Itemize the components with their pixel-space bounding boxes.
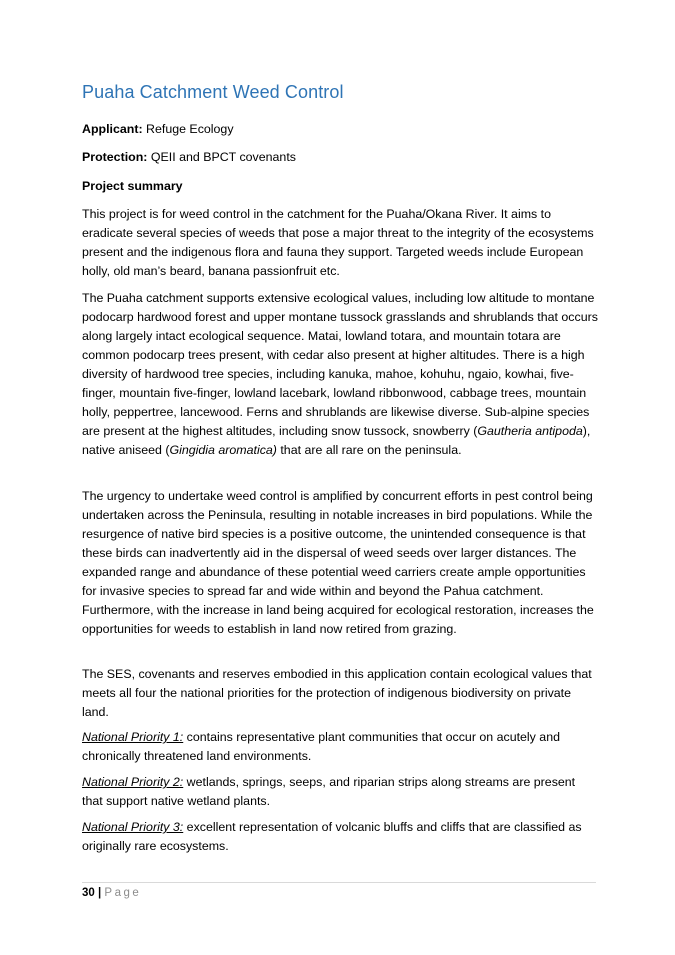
paragraph-intro: This project is for weed control in the catchment for the Puaha/Okana River. It aims to eradicate several species of weeds that pose a major threat to the integrity of the ecosystems present and the indigenous flora and fauna they support. Targeted weeds include European holly, old man’s beard, banana passionfruit etc.	[82, 207, 594, 278]
protection-value: QEII and BPCT covenants	[150, 150, 296, 164]
paragraph-ecological-values-part2: ), native aniseed (	[82, 424, 591, 457]
priority-text: wetlands, springs, seeps, and riparian strips along streams are present that support native wetland plants.	[82, 775, 576, 808]
paragraph-priorities-intro: The SES, covenants and reserves embodied in this application contain ecological values that meets all four the national priorities for the protection of indigenous biodiversity on private land.	[82, 667, 592, 719]
page-number: 30	[82, 887, 95, 899]
priority-text: excellent representation of volcanic bluffs and cliffs that are classified as originally rare ecosystems.	[82, 820, 582, 853]
protection-line	[82, 150, 296, 164]
page-footer	[82, 887, 141, 899]
applicant-line	[82, 122, 234, 136]
species-name-aniseed: Gingidia aromatica)	[169, 443, 277, 457]
priority-item	[82, 728, 598, 766]
priority-item	[82, 773, 598, 811]
priority-label: National Priority 1:	[82, 730, 184, 744]
protection-label: Protection:	[82, 150, 148, 164]
priority-label: National Priority 2:	[82, 775, 184, 789]
summary-heading	[82, 179, 183, 193]
page-word: Page	[104, 887, 142, 899]
priority-item	[82, 818, 598, 856]
priority-text: contains representative plant communities that occur on acutely and chronically threatened land environments.	[82, 730, 560, 763]
paragraph-ecological-values	[82, 289, 598, 460]
footer-separator: |	[94, 887, 105, 899]
footer-divider	[82, 882, 596, 883]
paragraph-ecological-values-part3: that are all rare on the peninsula.	[276, 443, 462, 457]
priority-label: National Priority 3:	[82, 820, 184, 834]
applicant-label: Applicant:	[82, 122, 143, 136]
page-title: Puaha Catchment Weed Control	[82, 82, 344, 102]
paragraph-urgency: The urgency to undertake weed control is amplified by concurrent efforts in pest control being undertaken across the Peninsula, resulting in notable increases in bird populations. While the resurgence of native bird species is a positive outcome, the unintended consequence is that these birds can inadvertently aid in the dispersal of weed seeds over larger distances. The expanded range and abundance of these potential weed carriers create ample opportunities for invasive species to spread far and wide within and beyond the Pahua catchment. Furthermore, with the increase in land being acquired for ecological restoration, increases the opportunities for weeds to establish in land now retired from grazing.	[82, 489, 594, 636]
paragraph-ecological-values-part1: The Puaha catchment supports extensive ecological values, including low altitude to montane podocarp hardwood forest and upper montane tussock grasslands and shrublands that occurs along largely intact ecological sequence. Matai, lowland totara, and mountain totara are common podocarp trees present, with cedar also present at higher altitudes. There is a high diversity of hardwood tree species, including kanuka, mahoe, kohuhu, ngaio, kowhai, five-finger, mountain five-finger, lowland lacebark, lowland ribbonwood, cabbage trees, mountain holly, peppertree, lancewood. Ferns and shrublands are likewise diverse. Sub-alpine species are present at the highest altitudes, including snow tussock, snowberry (	[82, 291, 598, 438]
applicant-value: Refuge Ecology	[146, 122, 234, 136]
species-name-snowberry: Gautheria antipoda	[477, 424, 583, 438]
summary-heading-text: Project summary	[82, 179, 183, 193]
